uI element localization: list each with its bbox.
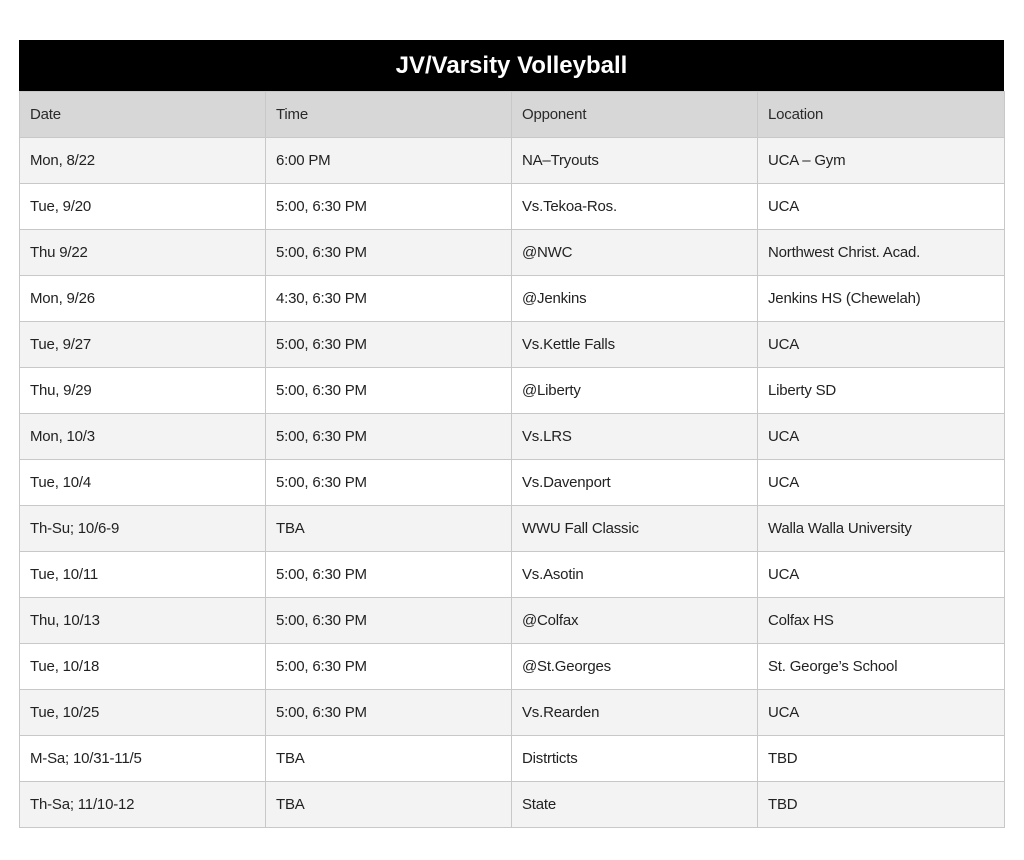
time-cell: 5:00, 6:30 PM [266,414,512,460]
time-cell: 6:00 PM [266,138,512,184]
location-cell: Northwest Christ. Acad. [758,230,1005,276]
opponent-cell: @Liberty [512,368,758,414]
date-cell: Th-Sa; 11/10-12 [20,782,266,828]
opponent-cell: Vs.Tekoa-Ros. [512,184,758,230]
date-cell: Tue, 9/27 [20,322,266,368]
table-row [20,368,1005,414]
date-cell: Tue, 10/25 [20,690,266,736]
column-header-date: Date [20,92,266,138]
location-cell: UCA [758,414,1005,460]
date-cell: M-Sa; 10/31-11/5 [20,736,266,782]
location-cell: St. George’s School [758,644,1005,690]
time-cell: 5:00, 6:30 PM [266,322,512,368]
schedule-table-container [19,40,1004,828]
schedule-title: JV/Varsity Volleyball [19,40,1004,91]
time-cell: 5:00, 6:30 PM [266,184,512,230]
column-header-opponent: Opponent [512,92,758,138]
time-cell: 5:00, 6:30 PM [266,690,512,736]
opponent-cell: NA–Tryouts [512,138,758,184]
time-cell: 5:00, 6:30 PM [266,230,512,276]
opponent-cell: @Colfax [512,598,758,644]
location-cell: TBD [758,736,1005,782]
table-row [20,276,1005,322]
date-cell: Tue, 10/4 [20,460,266,506]
location-cell: UCA [758,690,1005,736]
date-cell: Thu, 9/29 [20,368,266,414]
table-row [20,782,1005,828]
opponent-cell: State [512,782,758,828]
location-cell: UCA [758,552,1005,598]
opponent-cell: Vs.Davenport [512,460,758,506]
time-cell: 5:00, 6:30 PM [266,598,512,644]
table-row [20,460,1005,506]
time-cell: 5:00, 6:30 PM [266,368,512,414]
date-cell: Mon, 9/26 [20,276,266,322]
table-row [20,230,1005,276]
location-cell: UCA [758,322,1005,368]
date-cell: Tue, 10/18 [20,644,266,690]
column-header-time: Time [266,92,512,138]
location-cell: UCA – Gym [758,138,1005,184]
header-row [20,92,1005,138]
time-cell: TBA [266,736,512,782]
location-cell: Liberty SD [758,368,1005,414]
time-cell: TBA [266,506,512,552]
time-cell: 4:30, 6:30 PM [266,276,512,322]
location-cell: UCA [758,184,1005,230]
table-row [20,690,1005,736]
time-cell: 5:00, 6:30 PM [266,644,512,690]
date-cell: Tue, 10/11 [20,552,266,598]
table-row [20,184,1005,230]
opponent-cell: Vs.Kettle Falls [512,322,758,368]
column-header-location: Location [758,92,1005,138]
table-row [20,506,1005,552]
opponent-cell: Vs.Rearden [512,690,758,736]
table-row [20,414,1005,460]
opponent-cell: @St.Georges [512,644,758,690]
table-row [20,598,1005,644]
opponent-cell: WWU Fall Classic [512,506,758,552]
opponent-cell: @Jenkins [512,276,758,322]
table-row [20,138,1005,184]
opponent-cell: Vs.LRS [512,414,758,460]
date-cell: Th-Su; 10/6-9 [20,506,266,552]
location-cell: TBD [758,782,1005,828]
location-cell: Walla Walla University [758,506,1005,552]
opponent-cell: Vs.Asotin [512,552,758,598]
location-cell: Colfax HS [758,598,1005,644]
table-row [20,552,1005,598]
date-cell: Tue, 9/20 [20,184,266,230]
location-cell: UCA [758,460,1005,506]
schedule-table [19,91,1005,828]
date-cell: Thu, 10/13 [20,598,266,644]
table-row [20,644,1005,690]
date-cell: Mon, 8/22 [20,138,266,184]
opponent-cell: @NWC [512,230,758,276]
location-cell: Jenkins HS (Chewelah) [758,276,1005,322]
opponent-cell: Distrticts [512,736,758,782]
table-row [20,736,1005,782]
date-cell: Mon, 10/3 [20,414,266,460]
time-cell: 5:00, 6:30 PM [266,460,512,506]
time-cell: TBA [266,782,512,828]
date-cell: Thu 9/22 [20,230,266,276]
time-cell: 5:00, 6:30 PM [266,552,512,598]
table-row [20,322,1005,368]
